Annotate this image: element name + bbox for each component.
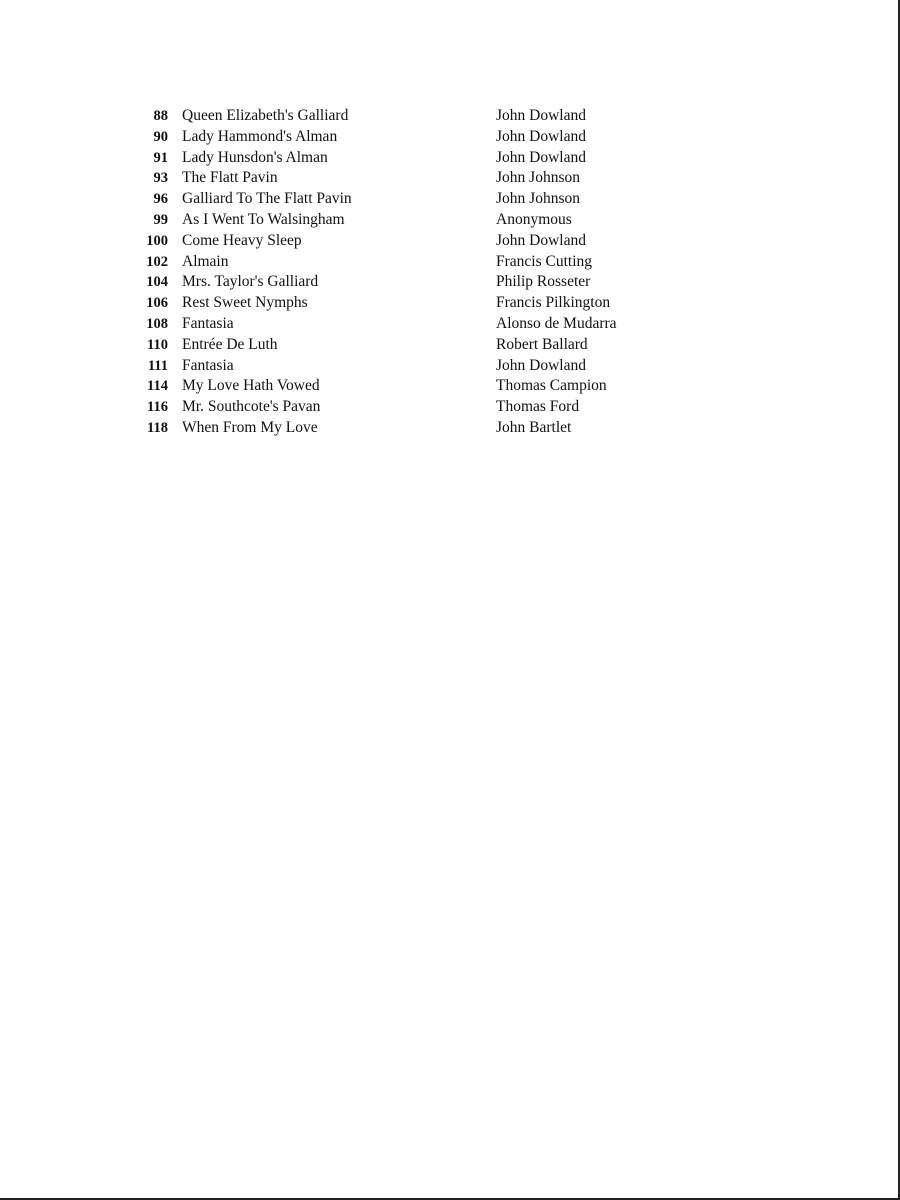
contents-row	[120, 293, 680, 314]
composer-name: Philip Rosseter	[496, 273, 591, 291]
composer-name: John Johnson	[496, 169, 580, 187]
page-number: 88	[153, 108, 168, 124]
contents-row	[120, 376, 680, 397]
contents-row	[120, 252, 680, 273]
contents-row	[120, 210, 680, 231]
page-number: 104	[146, 274, 168, 291]
piece-title: Fantasia	[182, 314, 234, 332]
contents-row	[120, 127, 680, 148]
piece-title: My Love Hath Vowed	[182, 377, 320, 395]
composer-name: John Dowland	[496, 148, 586, 166]
composer-name: Robert Ballard	[496, 335, 588, 353]
contents-row	[120, 106, 680, 127]
composer-name: Francis Pilkington	[496, 294, 611, 312]
piece-title: Mrs. Taylor's Galliard	[182, 273, 319, 291]
composer-name: Thomas Campion	[496, 377, 607, 395]
piece-title: Fantasia	[182, 356, 234, 374]
contents-row	[120, 231, 680, 252]
piece-title: As I Went To Walsingham	[182, 210, 345, 228]
contents-row	[120, 148, 680, 169]
page-number: 100	[146, 232, 168, 249]
contents-row	[120, 189, 680, 210]
contents-row	[120, 418, 680, 439]
page-number: 96	[153, 191, 168, 208]
composer-name: John Bartlet	[496, 418, 572, 436]
page-number: 116	[147, 399, 168, 416]
composer-name: Francis Cutting	[496, 252, 593, 270]
composer-name: John Dowland	[496, 107, 586, 124]
contents-row	[120, 168, 680, 189]
piece-title: When From My Love	[182, 418, 318, 436]
page-number: 93	[153, 170, 168, 187]
piece-title: Almain	[182, 252, 229, 270]
composer-name: John Dowland	[496, 127, 586, 145]
page-number: 111	[147, 357, 168, 374]
page-number: 90	[153, 128, 168, 145]
contents-list	[120, 106, 680, 439]
page-number: 102	[146, 253, 168, 270]
piece-title: Lady Hunsdon's Alman	[182, 148, 328, 166]
composer-name: John Dowland	[496, 356, 586, 374]
piece-title: Entrée De Luth	[182, 335, 278, 353]
page-number: 91	[153, 149, 168, 166]
piece-title: Lady Hammond's Alman	[182, 127, 338, 145]
contents-row	[120, 314, 680, 335]
piece-title: Galliard To The Flatt Pavin	[182, 190, 352, 208]
page-number: 118	[147, 419, 168, 436]
contents-row	[120, 397, 680, 418]
contents-row	[120, 335, 680, 356]
composer-name: Alonso de Mudarra	[496, 314, 617, 332]
piece-title: Mr. Southcote's Pavan	[182, 398, 321, 416]
contents-row	[120, 272, 680, 293]
page-number: 99	[153, 211, 168, 228]
page-number: 110	[147, 336, 168, 353]
piece-title: Queen Elizabeth's Galliard	[182, 107, 349, 124]
page-number: 106	[146, 295, 168, 312]
page-number: 114	[147, 378, 168, 395]
contents-row	[120, 356, 680, 377]
piece-title: Come Heavy Sleep	[182, 231, 302, 249]
composer-name: Thomas Ford	[496, 398, 580, 416]
piece-title: The Flatt Pavin	[182, 169, 278, 187]
composer-name: John Johnson	[496, 190, 580, 208]
piece-title: Rest Sweet Nymphs	[182, 294, 308, 312]
page-number: 108	[146, 315, 168, 332]
composer-name: Anonymous	[496, 210, 572, 228]
composer-name: John Dowland	[496, 231, 586, 249]
